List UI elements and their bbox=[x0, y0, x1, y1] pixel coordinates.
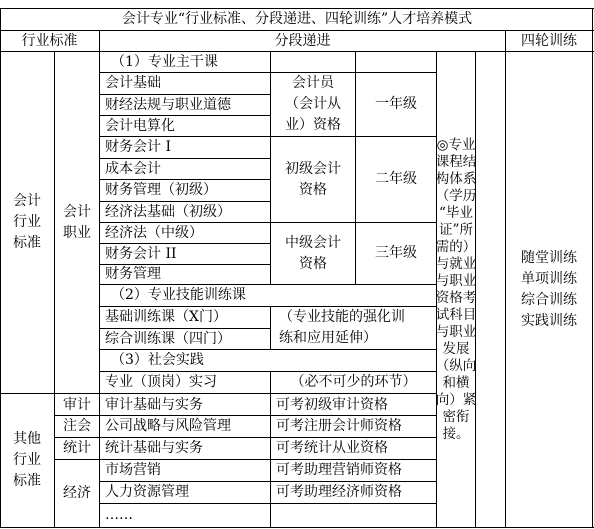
accounting-career-text: 会计 职业 bbox=[63, 203, 91, 241]
course-internship: 专业（顶岗）实习 bbox=[105, 374, 217, 390]
cert-accountant bbox=[271, 73, 355, 136]
course-marketing: 市场营销 bbox=[105, 462, 161, 478]
course-computerized-accounting: 会计电算化 bbox=[105, 117, 175, 134]
skill-training-note bbox=[271, 307, 436, 349]
category-economics-text: 经济 bbox=[63, 485, 91, 501]
accounting-career-label bbox=[55, 52, 99, 393]
four-round-training-list bbox=[506, 52, 592, 527]
accounting-industry-label bbox=[0, 52, 54, 393]
cert-accountant-text: 会计员 （会计从 业）资格 bbox=[285, 75, 341, 133]
header-four-round-training: 四轮训练 bbox=[521, 33, 577, 49]
section-social-practice-title: （3）社会实践 bbox=[111, 352, 204, 368]
course-financial-management-junior: 财务管理（初级） bbox=[105, 182, 217, 198]
course-basic-training: 基础训练课（X门） bbox=[105, 309, 227, 325]
course-statistics-basics: 统计基础与实务 bbox=[105, 440, 203, 456]
course-financial-management: 财务管理 bbox=[105, 266, 161, 282]
cert-hr: 可考助理经济师资格 bbox=[276, 484, 402, 500]
course-strategy-risk: 公司战略与风险管理 bbox=[105, 418, 231, 434]
course-economic-law-junior: 经济法基础（初级） bbox=[105, 203, 231, 220]
category-audit: 审计 bbox=[63, 397, 91, 413]
more-ellipsis: …… bbox=[105, 507, 133, 523]
internship-note: （必不可少的环节） bbox=[290, 374, 417, 390]
course-economic-law-intermediate: 经济法（中级） bbox=[105, 224, 203, 241]
curriculum-structure-note bbox=[437, 52, 475, 527]
category-statistics: 统计 bbox=[63, 440, 91, 456]
grade-third-year-text: 三年级 bbox=[375, 245, 417, 261]
other-industry-text: 其他 行业 标准 bbox=[13, 431, 41, 489]
header-industry-standard: 行业标准 bbox=[21, 33, 78, 49]
other-industry-label bbox=[0, 394, 54, 527]
course-finance-law-ethics: 财经法规与职业道德 bbox=[105, 96, 231, 113]
four-round-training-text: 随堂训练 单项训练 综合训练 实践训练 bbox=[521, 249, 577, 329]
course-comprehensive-training: 综合训练课（四门） bbox=[105, 330, 231, 347]
course-audit-basics: 审计基础与实务 bbox=[105, 396, 203, 413]
grade-first-year bbox=[356, 73, 436, 136]
category-economics bbox=[55, 460, 99, 527]
accounting-industry-text: 会计 行业 标准 bbox=[13, 193, 41, 251]
course-financial-accounting-1: 财务会计 I bbox=[105, 139, 171, 155]
cert-audit: 可考初级审计资格 bbox=[276, 396, 388, 413]
course-accounting-basics: 会计基础 bbox=[105, 75, 161, 91]
cert-intermediate-accountant bbox=[271, 223, 355, 284]
course-cost-accounting: 成本会计 bbox=[105, 160, 161, 177]
cert-statistics: 可考统计从业资格 bbox=[276, 440, 388, 456]
section-core-courses-title: （1）专业主干课 bbox=[111, 53, 218, 70]
section-skill-training-title: （2）专业技能训练课 bbox=[111, 287, 246, 303]
grade-second-year-text: 二年级 bbox=[375, 171, 417, 187]
course-hr-management: 人力资源管理 bbox=[105, 484, 189, 500]
header-stage-progression: 分段递进 bbox=[274, 33, 331, 49]
cert-marketing: 可考助理营销师资格 bbox=[276, 462, 402, 478]
cert-cpa: 可考注册会计师资格 bbox=[276, 418, 402, 434]
cert-junior-accountant-text: 初级会计 资格 bbox=[285, 160, 341, 198]
cert-junior-accountant bbox=[271, 137, 355, 222]
grade-first-year-text: 一年级 bbox=[375, 96, 417, 112]
cert-intermediate-accountant-text: 中级会计 资格 bbox=[285, 234, 341, 272]
course-financial-accounting-2: 财务会计 II bbox=[105, 245, 177, 262]
category-cpa: 注会 bbox=[63, 418, 91, 434]
curriculum-structure-note-text: ◎专业 课程结 构体系 （学历 “毕业 证”所 需的） 与就业 与职业 资格考 试科目 与职业 发展 （纵向 和横 向）紧 密衔 接。 bbox=[435, 136, 477, 442]
grade-third-year bbox=[356, 223, 436, 284]
skill-training-note-text: （专业技能的强化训 练和应用延伸） bbox=[279, 309, 405, 346]
table-title: 会计专业“行业标准、分段递进、四轮训练”人才培养模式 bbox=[121, 11, 473, 27]
grade-second-year bbox=[356, 137, 436, 222]
